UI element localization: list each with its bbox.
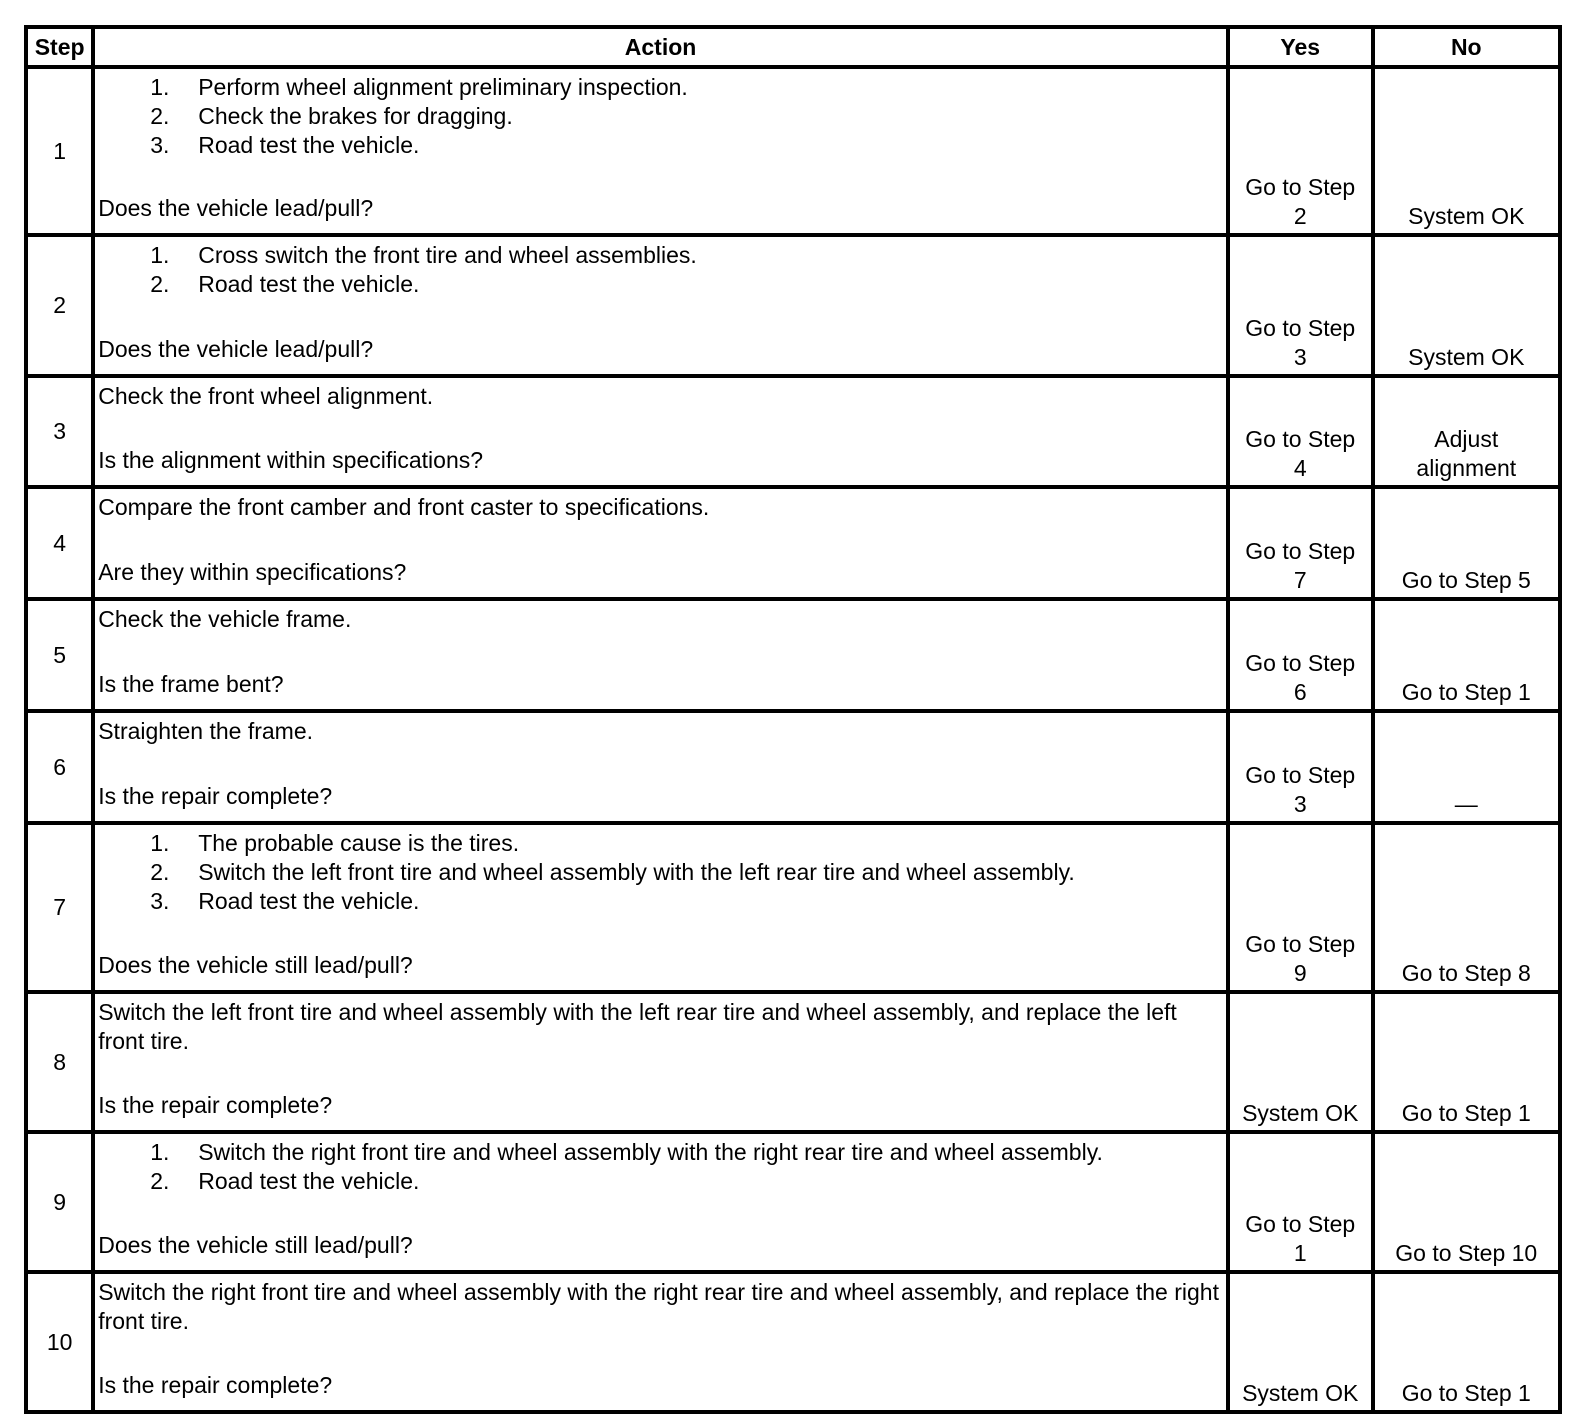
list-item-text: The probable cause is the tires. <box>198 830 520 856</box>
list-item-number: 1. <box>150 242 170 268</box>
action-text: Check the vehicle frame. <box>98 606 352 632</box>
yes-result-cell <box>1228 487 1373 599</box>
list-item-text: Perform wheel alignment preliminary inspection. <box>198 74 688 100</box>
action-question: Is the frame bent? <box>98 671 284 697</box>
action-question: Does the vehicle lead/pull? <box>98 336 374 362</box>
action-cell <box>93 823 1228 992</box>
table-row <box>26 376 1560 487</box>
yes-result-line: System OK <box>1242 1380 1359 1406</box>
action-cell <box>93 711 1228 823</box>
step-number: 5 <box>26 599 93 711</box>
no-result-line: Go to Step 10 <box>1395 1240 1538 1266</box>
list-item <box>98 887 1220 916</box>
action-list <box>98 1138 1220 1196</box>
action-cell <box>93 376 1228 487</box>
action-content <box>98 829 1220 980</box>
no-result-cell <box>1373 376 1560 487</box>
action-list <box>98 73 1220 160</box>
list-item-number: 1. <box>150 74 170 100</box>
table-row <box>26 992 1560 1132</box>
list-item <box>98 1138 1220 1167</box>
list-item-number: 1. <box>150 1139 170 1165</box>
action-question: Is the alignment within specifications? <box>98 447 484 473</box>
action-list <box>98 829 1220 916</box>
header-no: No <box>1373 27 1560 67</box>
no-result-cell <box>1373 711 1560 823</box>
list-item-number: 3. <box>150 132 170 158</box>
list-item-text: Cross switch the front tire and wheel assemblies. <box>198 242 697 268</box>
yes-result-line: 4 <box>1293 455 1307 481</box>
action-content <box>98 998 1220 1120</box>
list-item-text: Switch the left front tire and wheel assembly with the left rear tire and wheel assembly. <box>198 859 1075 885</box>
action-cell <box>93 992 1228 1132</box>
list-item-text: Road test the vehicle. <box>198 132 420 158</box>
step-number: 4 <box>26 487 93 599</box>
yes-result-line: Go to Step <box>1245 174 1356 200</box>
action-question: Does the vehicle still lead/pull? <box>98 1232 413 1258</box>
yes-result-line: 7 <box>1293 567 1307 593</box>
action-cell <box>93 1272 1228 1412</box>
action-text: Check the front wheel alignment. <box>98 383 434 409</box>
no-result-line: Go to Step 1 <box>1401 679 1531 705</box>
action-content <box>98 717 1220 811</box>
step-number: 1 <box>26 67 93 235</box>
no-result-cell <box>1373 67 1560 235</box>
action-list <box>98 241 1220 299</box>
no-result-line: Go to Step 1 <box>1401 1100 1531 1126</box>
list-item-number: 2. <box>150 859 170 885</box>
action-question: Is the repair complete? <box>98 1092 333 1118</box>
step-number: 3 <box>26 376 93 487</box>
action-question: Are they within specifications? <box>98 559 407 585</box>
action-content <box>98 241 1220 364</box>
table-row <box>26 1272 1560 1412</box>
yes-result-cell <box>1228 823 1373 992</box>
action-text: Compare the front camber and front caster to specifications. <box>98 494 710 520</box>
yes-result-cell <box>1228 992 1373 1132</box>
no-result-line: System OK <box>1408 344 1525 370</box>
list-item <box>98 131 1220 160</box>
yes-result-line: 9 <box>1293 960 1307 986</box>
list-item-text: Road test the vehicle. <box>198 888 420 914</box>
table-row <box>26 487 1560 599</box>
action-cell <box>93 67 1228 235</box>
list-item <box>98 829 1220 858</box>
action-cell <box>93 235 1228 376</box>
action-question: Does the vehicle still lead/pull? <box>98 952 413 978</box>
yes-result-line: System OK <box>1242 1100 1359 1126</box>
header-action: Action <box>93 27 1228 67</box>
yes-result-cell <box>1228 1132 1373 1272</box>
no-result-line: — <box>1454 791 1478 817</box>
list-item <box>98 858 1220 887</box>
action-content <box>98 382 1220 475</box>
step-number: 9 <box>26 1132 93 1272</box>
list-item-text: Road test the vehicle. <box>198 271 420 297</box>
list-item-number: 1. <box>150 830 170 856</box>
yes-result-cell <box>1228 67 1373 235</box>
table-row <box>26 1132 1560 1272</box>
diagnostic-table <box>24 25 1562 1414</box>
action-content <box>98 73 1220 223</box>
action-text: Switch the right front tire and wheel assembly with the right rear tire and wheel assembly, and replace the right front tire. <box>98 1279 1219 1334</box>
step-number: 8 <box>26 992 93 1132</box>
yes-result-line: Go to Step <box>1245 538 1356 564</box>
no-result-cell <box>1373 235 1560 376</box>
action-cell <box>93 599 1228 711</box>
no-result-cell <box>1373 599 1560 711</box>
action-text: Switch the left front tire and wheel assembly with the left rear tire and wheel assembly, and replace the left front tire. <box>98 999 1177 1054</box>
list-item <box>98 102 1220 131</box>
list-item-text: Switch the right front tire and wheel assembly with the right rear tire and wheel assembly. <box>198 1139 1103 1165</box>
list-item <box>98 241 1220 270</box>
yes-result-line: 2 <box>1293 203 1307 229</box>
action-content <box>98 1138 1220 1260</box>
step-number: 2 <box>26 235 93 376</box>
action-content <box>98 1278 1220 1400</box>
no-result-line: Go to Step 1 <box>1401 1380 1531 1406</box>
yes-result-line: Go to Step <box>1245 1211 1356 1237</box>
action-text: Straighten the frame. <box>98 718 314 744</box>
no-result-line: Go to Step 8 <box>1401 960 1531 986</box>
action-cell <box>93 487 1228 599</box>
list-item-text: Road test the vehicle. <box>198 1168 420 1194</box>
step-number: 6 <box>26 711 93 823</box>
header-step: Step <box>26 27 93 67</box>
table-row <box>26 711 1560 823</box>
no-result-cell <box>1373 823 1560 992</box>
list-item <box>98 270 1220 299</box>
yes-result-cell <box>1228 376 1373 487</box>
table-row <box>26 823 1560 992</box>
list-item-number: 3. <box>150 888 170 914</box>
step-number: 7 <box>26 823 93 992</box>
table-row <box>26 67 1560 235</box>
no-result-cell <box>1373 487 1560 599</box>
no-result-line: System OK <box>1408 203 1525 229</box>
list-item-number: 2. <box>150 1168 170 1194</box>
action-content <box>98 605 1220 699</box>
list-item <box>98 1167 1220 1196</box>
yes-result-line: 6 <box>1293 679 1307 705</box>
action-question: Does the vehicle lead/pull? <box>98 195 374 221</box>
no-result-line: Adjust <box>1434 426 1499 452</box>
action-content <box>98 493 1220 587</box>
no-result-cell <box>1373 1272 1560 1412</box>
no-result-line: Go to Step 5 <box>1401 567 1531 593</box>
yes-result-line: Go to Step <box>1245 426 1356 452</box>
no-result-cell <box>1373 1132 1560 1272</box>
yes-result-line: Go to Step <box>1245 762 1356 788</box>
list-item-number: 2. <box>150 103 170 129</box>
table-row <box>26 599 1560 711</box>
header-row <box>26 27 1560 67</box>
list-item-text: Check the brakes for dragging. <box>198 103 513 129</box>
table-row <box>26 235 1560 376</box>
action-question: Is the repair complete? <box>98 1372 333 1398</box>
no-result-line: alignment <box>1416 455 1517 481</box>
yes-result-cell <box>1228 1272 1373 1412</box>
table-body <box>26 67 1560 1412</box>
yes-result-line: 1 <box>1293 1240 1307 1266</box>
step-number: 10 <box>26 1272 93 1412</box>
yes-result-cell <box>1228 599 1373 711</box>
list-item <box>98 73 1220 102</box>
yes-result-line: Go to Step <box>1245 931 1356 957</box>
yes-result-line: 3 <box>1293 344 1307 370</box>
action-cell <box>93 1132 1228 1272</box>
header-yes: Yes <box>1228 27 1373 67</box>
no-result-cell <box>1373 992 1560 1132</box>
yes-result-line: 3 <box>1293 791 1307 817</box>
list-item-number: 2. <box>150 271 170 297</box>
yes-result-cell <box>1228 235 1373 376</box>
yes-result-line: Go to Step <box>1245 315 1356 341</box>
yes-result-cell <box>1228 711 1373 823</box>
yes-result-line: Go to Step <box>1245 650 1356 676</box>
action-question: Is the repair complete? <box>98 783 333 809</box>
